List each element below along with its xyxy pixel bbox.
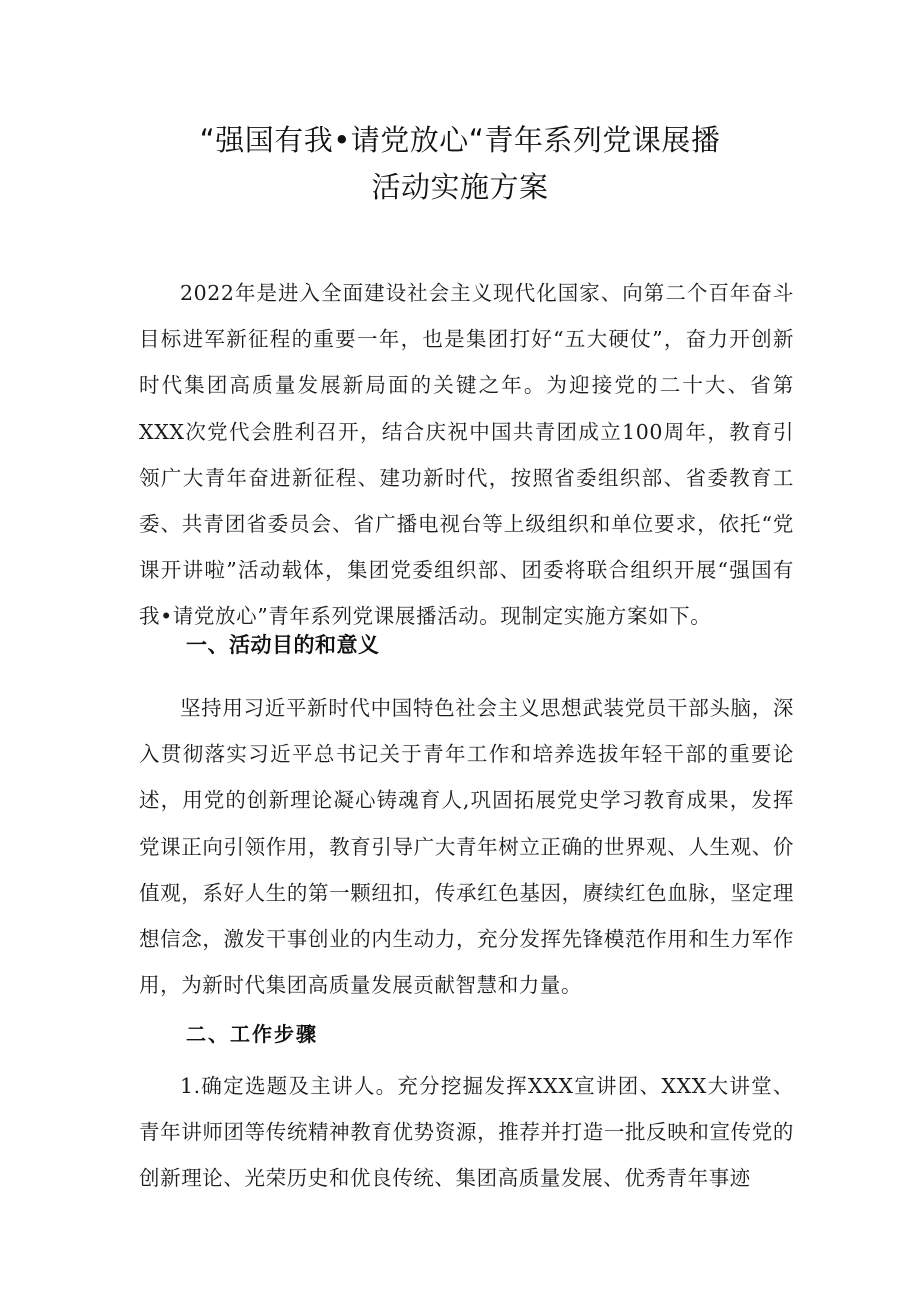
section-heading-purpose: 一、活动目的和意义 bbox=[186, 633, 380, 657]
purpose-paragraph: 坚持用习近平新时代中国特色社会主义思想武装党员干部头脑，深入贯彻落实习近平总书记关于青年工作和培养选拔年轻干部的重要论述，用党的创新理论凝心铸魂育人,巩固拓展党史学习教育成果，发挥党课正向引领作用，教育引导广大青年树立正确的世界观、人生观、价值观，系好人生的第一颗纽扣，传承红色基因，赓续红色血脉，坚定理想信念，激发干事创业的内生动力，充分发挥先锋模范作用和生力军作用，为新时代集团高质量发展贡献智慧和力量。 bbox=[139, 696, 794, 998]
document-title-line-1: “强国有我•请党放心“青年系列党课展播 bbox=[199, 123, 721, 157]
intro-paragraph: 2022年是进入全面建设社会主义现代化国家、向第二个百年奋斗目标进军新征程的重要一年，也是集团打好“五大硬仗”，奋力开创新时代集团高质量发展新局面的关键之年。为迎接党的二十大、省第XXX次党代会胜利召开，结合庆祝中国共青团成立100周年，教育引领广大青年奋进新征程、建功新时代，按照省委组织部、省委教育工委、共青团省委员会、省广播电视台等上级组织和单位要求，依托“党课开讲啦”活动载体，集团党委组织部、团委将联合组织开展“强国有我•请党放心”青年系列党课展播活动。现制定实施方案如下。 bbox=[139, 281, 794, 629]
work-step-item-1: 1.确定选题及主讲人。充分挖掘发挥XXX宣讲团、XXX大讲堂、青年讲师团等传统精神教育优势资源，推荐并打造一批反映和宣传党的创新理论、光荣历史和优良传统、集团高质量发展、优秀青年事迹 bbox=[139, 1074, 794, 1191]
section-heading-work-steps: 二、工作步骤 bbox=[186, 1022, 318, 1046]
document-title-line-2: 活动实施方案 bbox=[371, 170, 549, 204]
